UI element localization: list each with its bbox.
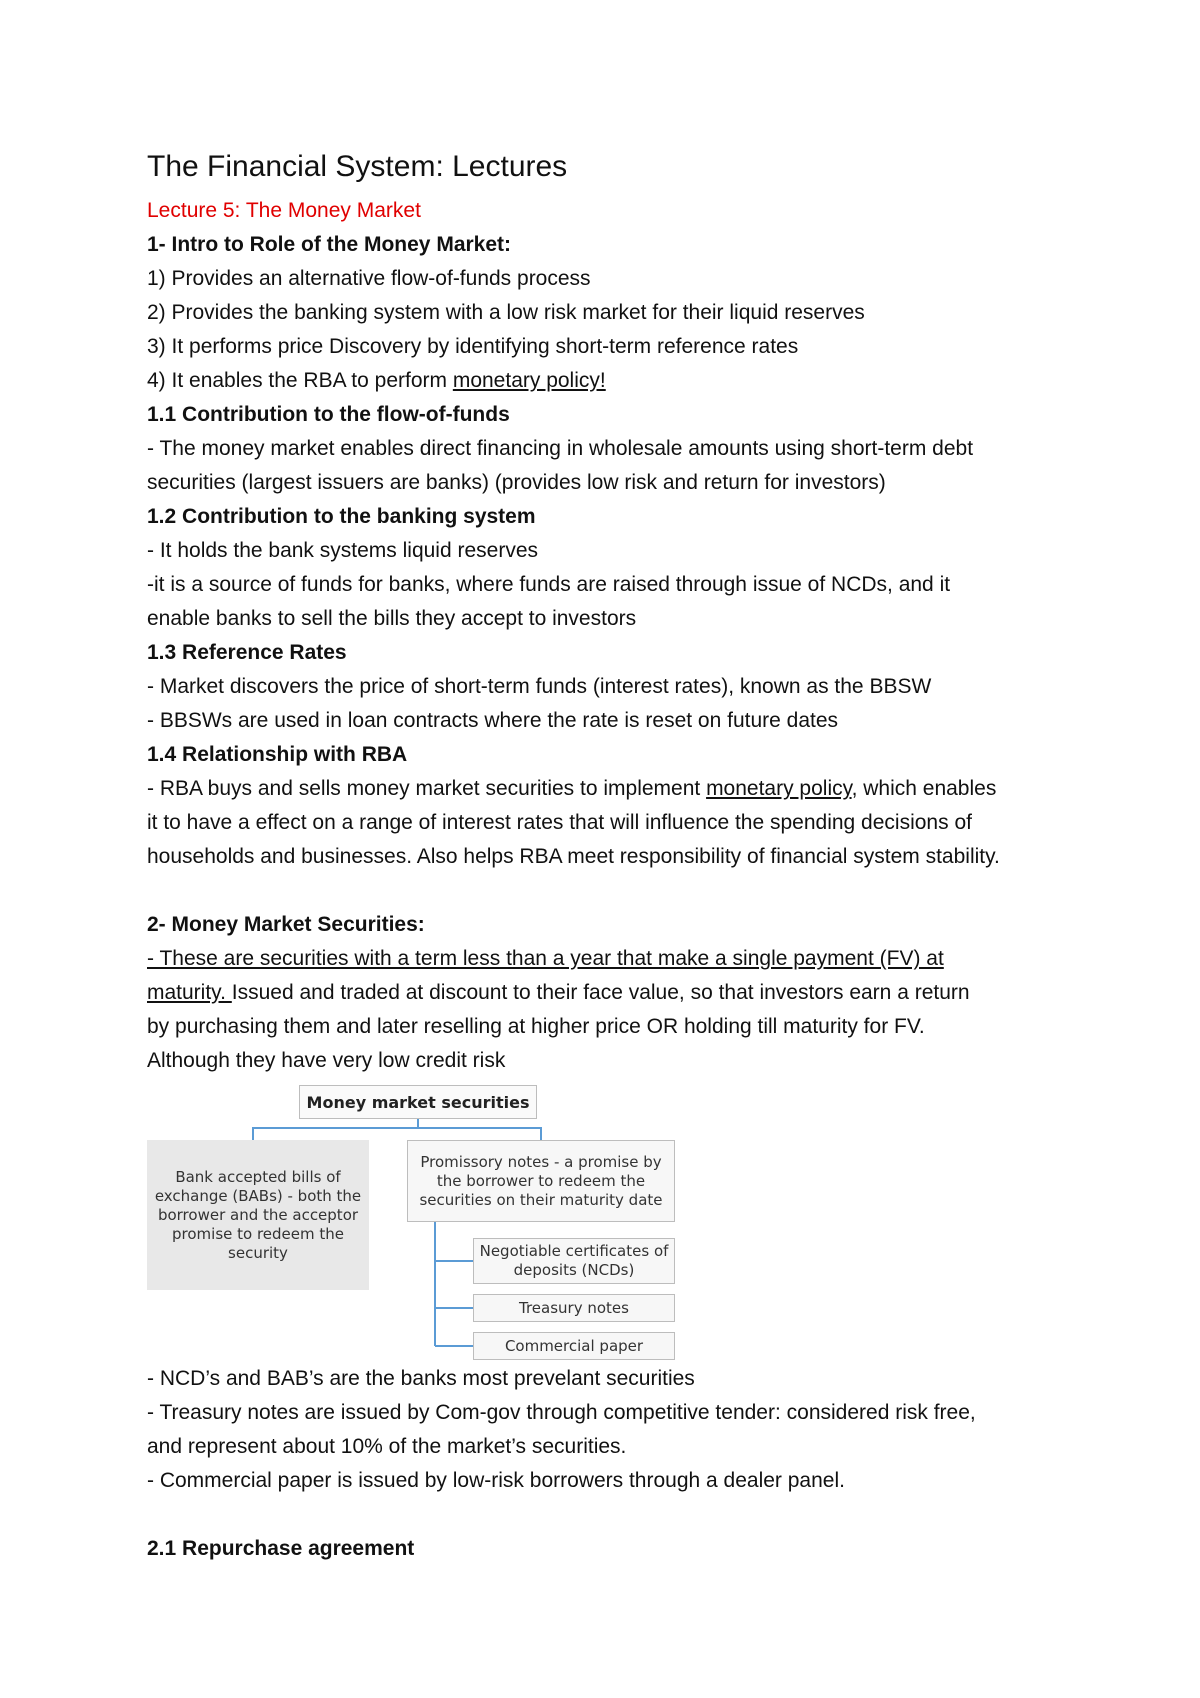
paragraph-line: - NCD’s and BAB’s are the banks most prevelant securities bbox=[147, 1367, 695, 1390]
spacer bbox=[147, 1498, 1067, 1532]
paragraph-line: Although they have very low credit risk bbox=[147, 1049, 506, 1072]
rba-text-suffix: , which enables bbox=[851, 777, 997, 800]
paragraph-line: - Commercial paper is issued by low-risk borrowers through a dealer panel. bbox=[147, 1469, 845, 1492]
section-1-4-heading: 1.4 Relationship with RBA bbox=[147, 743, 408, 766]
item4-text: 4) It enables the RBA to perform bbox=[147, 369, 453, 392]
maturity-text: maturity. bbox=[147, 981, 232, 1004]
paragraph-line: - It holds the bank systems liquid reserves bbox=[147, 539, 539, 562]
spacer bbox=[147, 874, 1067, 908]
diagram-commercial-box: Commercial paper bbox=[473, 1332, 675, 1360]
diagram-promissory-box: Promissory notes - a promise by the borrower to redeem the securities on their maturity date bbox=[407, 1140, 675, 1222]
section-1-1-heading: 1.1 Contribution to the flow-of-funds bbox=[147, 403, 510, 426]
connector-mid bbox=[418, 1128, 541, 1140]
diagram-treasury-box: Treasury notes bbox=[473, 1294, 675, 1322]
paragraph-line: enable banks to sell the bills they accept to investors bbox=[147, 607, 637, 630]
paragraph-line: securities (largest issuers are banks) (provides low risk and return for investors) bbox=[147, 471, 886, 494]
paragraph-line: - Treasury notes are issued by Com-gov through competitive tender: considered risk free, bbox=[147, 1401, 976, 1424]
connector-children bbox=[435, 1222, 473, 1346]
paragraph-line: households and businesses. Also helps RBA meet responsibility of financial system stability. bbox=[147, 845, 1000, 868]
paragraph-line: and represent about 10% of the market’s securities. bbox=[147, 1435, 627, 1458]
list-item: 2) Provides the banking system with a low risk market for their liquid reserves bbox=[147, 301, 865, 324]
section-1-2-heading: 1.2 Contribution to the banking system bbox=[147, 505, 536, 528]
diagram-babs-box: Bank accepted bills of exchange (BABs) - both the borrower and the acceptor promise to redeem the security bbox=[147, 1140, 369, 1290]
connector-left bbox=[253, 1119, 418, 1140]
paragraph-line: by purchasing them and later reselling at higher price OR holding till maturity for FV. bbox=[147, 1015, 925, 1038]
list-item bbox=[147, 364, 1067, 398]
paragraph-line bbox=[147, 976, 1067, 1010]
paragraph-line: - BBSWs are used in loan contracts where the rate is reset on future dates bbox=[147, 709, 839, 732]
diagram-root-box: Money market securities bbox=[299, 1085, 537, 1119]
lecture-heading: Lecture 5: The Money Market bbox=[147, 199, 421, 222]
paragraph-line: - Market discovers the price of short-term funds (interest rates), known as the BBSW bbox=[147, 675, 932, 698]
rba-text: - RBA buys and sells money market securities to implement bbox=[147, 777, 707, 800]
list-item: 3) It performs price Discovery by identifying short-term reference rates bbox=[147, 335, 799, 358]
list-item: 1) Provides an alternative flow-of-funds process bbox=[147, 267, 591, 290]
section-1-3-heading: 1.3 Reference Rates bbox=[147, 641, 347, 664]
paragraph-line: it to have a effect on a range of interest rates that will influence the spending decisions of bbox=[147, 811, 972, 834]
monetary-policy-link-2[interactable]: monetary policy bbox=[706, 777, 852, 800]
paragraph-line: - The money market enables direct financing in wholesale amounts using short-term debt bbox=[147, 437, 974, 460]
section-2-1-heading: 2.1 Repurchase agreement bbox=[147, 1537, 415, 1560]
document-page bbox=[147, 140, 1067, 1566]
paragraph-line: - These are securities with a term less than a year that make a single payment (FV) at bbox=[147, 947, 944, 970]
paragraph-line bbox=[147, 772, 1067, 806]
section-2-heading: 2- Money Market Securities: bbox=[147, 913, 425, 936]
money-market-securities-diagram bbox=[147, 1082, 685, 1358]
issued-text: Issued and traded at discount to their face value, so that investors earn a return bbox=[231, 981, 970, 1004]
monetary-policy-link[interactable]: monetary policy! bbox=[452, 369, 606, 392]
diagram-ncds-box: Negotiable certificates of deposits (NCDs) bbox=[473, 1238, 675, 1284]
section-1-heading: 1- Intro to Role of the Money Market: bbox=[147, 233, 512, 256]
paragraph-line: -it is a source of funds for banks, where funds are raised through issue of NCDs, and it bbox=[147, 573, 951, 596]
document-title: The Financial System: Lectures bbox=[147, 150, 568, 183]
